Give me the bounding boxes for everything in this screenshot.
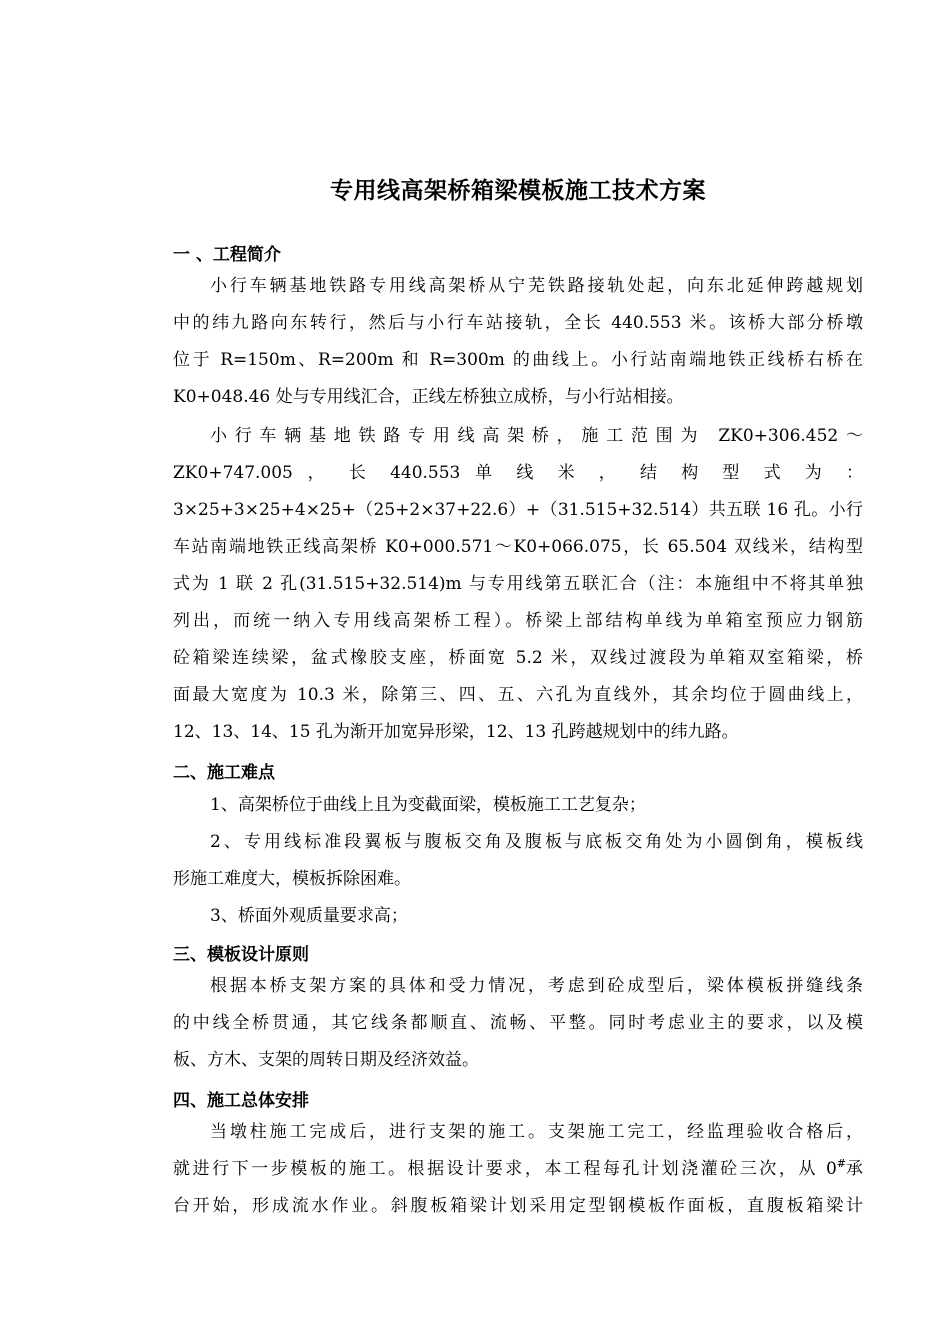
document-title: 专用线高架桥箱梁模板施工技术方案 bbox=[330, 178, 706, 204]
paragraph-line: 1、高架桥位于曲线上且为变截面梁，模板施工工艺复杂； bbox=[210, 795, 646, 815]
paragraph-line: 位于 R=150m、R=200m 和 R=300m 的曲线上。小行站南端地铁正线桥右桥在 bbox=[173, 350, 863, 370]
paragraph-line: K0+048.46 处与专用线汇合，正线左桥独立成桥，与小行站相接。 bbox=[173, 387, 684, 407]
paragraph-line: 车站南端地铁正线高架桥 K0+000.571～K0+066.075，长 65.504 双线米，结构型 bbox=[173, 537, 863, 557]
paragraph-line: 12、13、14、15 孔为渐开加宽异形梁，12、13 孔跨越规划中的纬九路。 bbox=[173, 722, 739, 742]
paragraph-line: 中的纬九路向东转行，然后与小行车站接轨，全长 440.553 米。该桥大部分桥墩 bbox=[173, 313, 863, 333]
paragraph-line: 的中线全桥贯通，其它线条都顺直、流畅、平整。同时考虑业主的要求，以及模 bbox=[173, 1013, 863, 1033]
paragraph-line: 面最大宽度为 10.3 米，除第三、四、五、六孔为直线外，其余均位于圆曲线上， bbox=[173, 685, 863, 705]
paragraph-line: 根据本桥支架方案的具体和受力情况，考虑到砼成型后，梁体模板拼缝线条 bbox=[210, 976, 863, 996]
paragraph-line: 列出，而统一纳入专用线高架桥工程）。桥梁上部结构单线为单箱室预应力钢筋 bbox=[173, 611, 863, 631]
paragraph-line bbox=[173, 1157, 863, 1181]
paragraph-line: 台开始，形成流水作业。斜腹板箱梁计划采用定型钢模板作面板，直腹板箱梁计 bbox=[173, 1196, 863, 1216]
paragraph-line-text: 就进行下一步模板的施工。根据设计要求，本工程每孔计划浇灌砼三次，从 0 bbox=[173, 1159, 837, 1179]
superscript-mark: # bbox=[836, 1157, 846, 1170]
section-heading-2: 二、施工难点 bbox=[173, 763, 275, 783]
paragraph-line: 3×25+3×25+4×25+（25+2×37+22.6）+（31.515+32.514）共五联 16 孔。小行 bbox=[173, 500, 863, 520]
paragraph-line: 砼箱梁连续梁，盆式橡胶支座，桥面宽 5.2 米，双线过渡段为单箱双室箱梁，桥 bbox=[173, 648, 863, 668]
paragraph-line: 形施工难度大，模板拆除困难。 bbox=[173, 869, 411, 889]
section-heading-1: 一 、工程简介 bbox=[173, 245, 281, 265]
paragraph-line: 2、专用线标准段翼板与腹板交角及腹板与底板交角处为小圆倒角，模板线 bbox=[210, 832, 863, 852]
paragraph-line: 小行车辆基地铁路专用线高架桥，施工范围为 ZK0+306.452～ bbox=[210, 426, 863, 446]
paragraph-line: 3、桥面外观质量要求高； bbox=[210, 906, 408, 926]
section-heading-3: 三、模板设计原则 bbox=[173, 945, 309, 965]
paragraph-line: ZK0+747.005 ， 长 440.553 单 线 米 ， 结 构 型 式 为 ： bbox=[173, 463, 863, 483]
paragraph-line: 小行车辆基地铁路专用线高架桥从宁芜铁路接轨处起，向东北延伸跨越规划 bbox=[210, 276, 863, 296]
paragraph-line: 当墩柱施工完成后，进行支架的施工。支架施工完工，经监理验收合格后， bbox=[210, 1122, 863, 1142]
paragraph-line: 式为 1 联 2 孔(31.515+32.514)m 与专用线第五联汇合（注：本施组中不将其单独 bbox=[173, 574, 863, 594]
paragraph-line-text: 承 bbox=[846, 1159, 863, 1179]
paragraph-line: 板、方木、支架的周转日期及经济效益。 bbox=[173, 1050, 479, 1070]
section-heading-4: 四、施工总体安排 bbox=[173, 1091, 309, 1111]
